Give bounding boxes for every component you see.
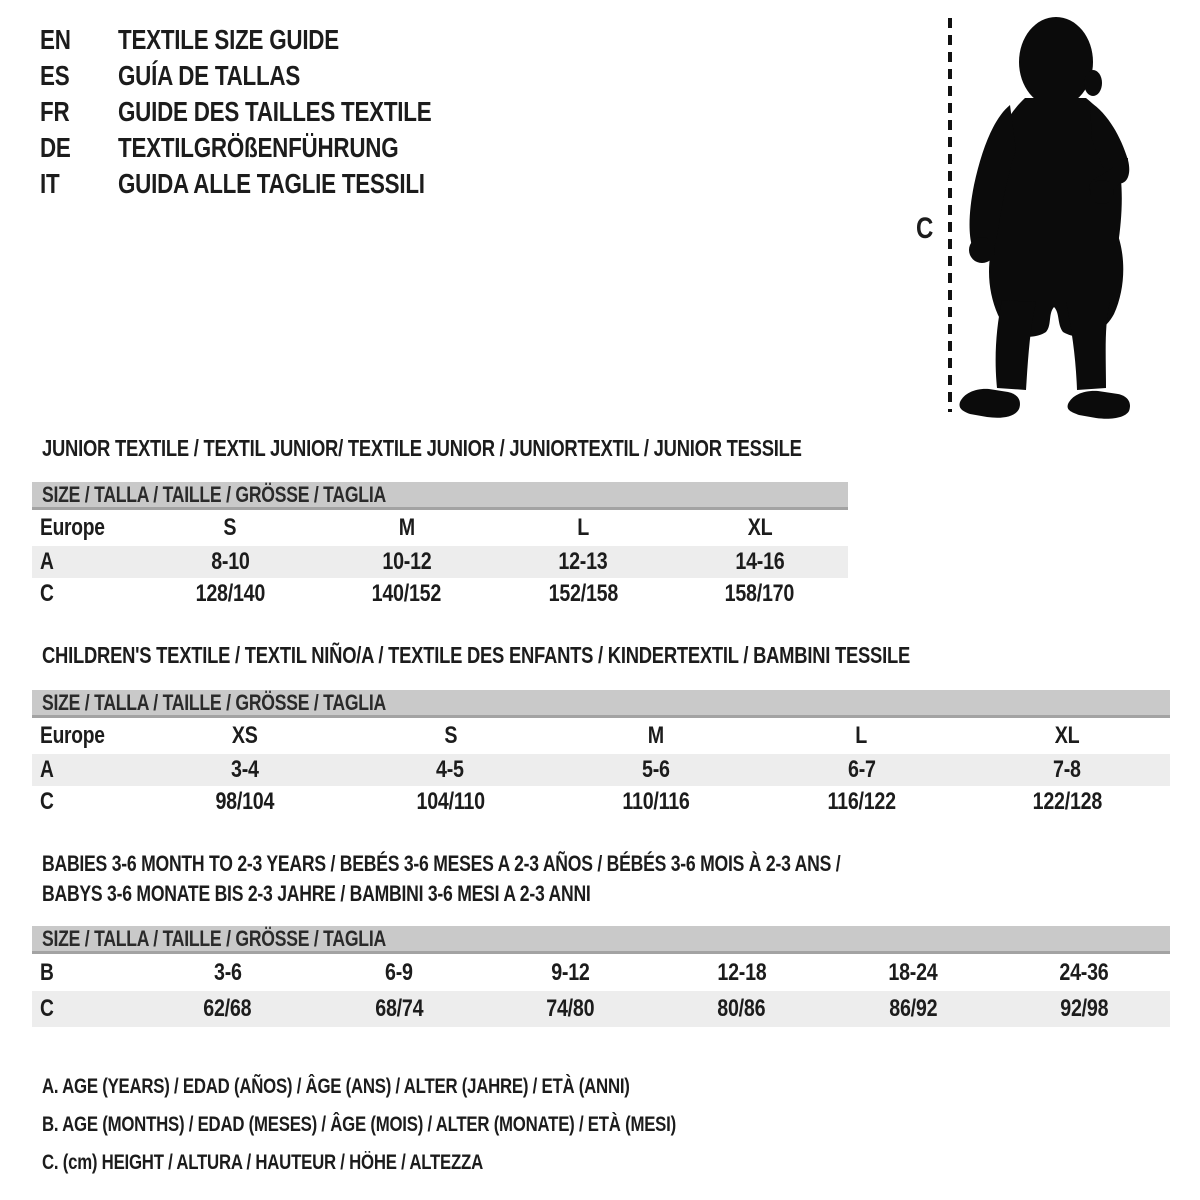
babies-size-table xyxy=(32,926,1170,1027)
table-row xyxy=(32,510,848,546)
table-cell: 122/128 xyxy=(1032,788,1102,815)
table-row xyxy=(32,718,1170,754)
section-title-junior: JUNIOR TEXTILE / TEXTIL JUNIOR/ TEXTILE JUNIOR / JUNIORTEXTIL / JUNIOR TESSILE xyxy=(42,435,802,461)
table-cell: 6-9 xyxy=(385,958,413,986)
table-cell: M xyxy=(647,722,665,749)
row-label: A xyxy=(40,548,54,575)
size-header-label: SIZE / TALLA / TAILLE / GRÖSSE / TAGLIA xyxy=(42,689,386,715)
table-cell: 12-18 xyxy=(717,958,767,986)
table-cell: XL xyxy=(747,514,773,541)
table-cell: 8-10 xyxy=(211,548,250,575)
language-code: ES xyxy=(40,60,70,91)
guide-title: GUIDE DES TAILLES TEXTILE xyxy=(118,96,432,127)
table-cell: S xyxy=(443,722,457,749)
size-header-bar xyxy=(32,482,848,510)
table-cell: 62/68 xyxy=(203,995,252,1022)
guide-title: TEXTILGRÖßENFÜHRUNG xyxy=(118,132,399,163)
guide-title: GUÍA DE TALLAS xyxy=(118,60,301,91)
table-cell: XS xyxy=(231,722,258,749)
table-cell: 92/98 xyxy=(1060,995,1109,1022)
table-cell: 110/116 xyxy=(622,788,690,815)
table-cell: 86/92 xyxy=(888,995,937,1022)
table-cell: L xyxy=(855,722,868,749)
language-title-list xyxy=(40,22,510,202)
table-cell: 98/104 xyxy=(215,788,275,815)
language-code: DE xyxy=(40,132,71,163)
table-cell: 128/140 xyxy=(195,580,265,607)
section-title-babies-line2: BABYS 3-6 MONATE BIS 2-3 JAHRE / BAMBINI 3-6 MESI A 2-3 ANNI xyxy=(42,881,591,906)
size-header-label: SIZE / TALLA / TAILLE / GRÖSSE / TAGLIA xyxy=(42,481,386,507)
table-cell: 152/158 xyxy=(548,580,618,607)
figure-measure-label: C xyxy=(916,212,934,245)
table-row xyxy=(32,991,1170,1027)
table-cell: 3-6 xyxy=(213,958,242,986)
language-row xyxy=(40,130,510,166)
row-label: B xyxy=(40,958,54,986)
table-cell: XL xyxy=(1054,722,1080,749)
section-title-babies-line1: BABIES 3-6 MONTH TO 2-3 YEARS / BEBÉS 3-6 MESES A 2-3 AÑOS / BÉBÉS 3-6 MOIS À 2-3 ANS / xyxy=(42,851,841,876)
table-cell: 9-12 xyxy=(551,958,590,986)
table-cell: 140/152 xyxy=(372,580,442,607)
table-cell: L xyxy=(577,514,590,541)
table-row xyxy=(32,754,1170,786)
row-label: C xyxy=(40,995,54,1022)
table-row xyxy=(32,578,848,610)
language-row xyxy=(40,58,510,94)
table-cell: 80/86 xyxy=(717,995,766,1022)
legend-line-a: A. AGE (YEARS) / EDAD (AÑOS) / ÂGE (ANS) / ALTER (JAHRE) / ETÀ (ANNI) xyxy=(42,1075,630,1098)
table-cell: 3-4 xyxy=(230,756,259,783)
measurement-legend xyxy=(42,1068,834,1182)
table-cell: 104/110 xyxy=(416,788,485,815)
language-code: IT xyxy=(40,168,60,199)
table-cell: 158/170 xyxy=(725,580,795,607)
language-code: EN xyxy=(40,24,71,55)
table-cell: 116/122 xyxy=(827,788,896,815)
table-row xyxy=(32,546,848,578)
baby-silhouette-shape xyxy=(959,17,1129,419)
row-label: A xyxy=(40,756,54,783)
size-header-label: SIZE / TALLA / TAILLE / GRÖSSE / TAGLIA xyxy=(42,925,386,951)
table-cell: 24-36 xyxy=(1059,958,1109,986)
children-size-table xyxy=(32,690,1170,818)
row-label: Europe xyxy=(40,514,105,541)
size-header-bar xyxy=(32,926,1170,954)
table-cell: 7-8 xyxy=(1053,756,1082,783)
row-label: C xyxy=(40,580,54,607)
table-cell: 4-5 xyxy=(436,756,465,783)
table-cell: M xyxy=(398,514,415,541)
table-cell: 12-13 xyxy=(558,548,608,575)
table-cell: 68/74 xyxy=(374,995,423,1022)
junior-size-table xyxy=(32,482,848,610)
guide-title: TEXTILE SIZE GUIDE xyxy=(118,24,339,55)
table-cell: S xyxy=(223,514,237,541)
legend-line-b: B. AGE (MONTHS) / EDAD (MESES) / ÂGE (MOIS) / ALTER (MONATE) / ETÀ (MESI) xyxy=(42,1113,676,1136)
table-row xyxy=(32,786,1170,818)
language-row xyxy=(40,22,510,58)
table-cell: 5-6 xyxy=(642,756,670,783)
language-row xyxy=(40,166,510,202)
table-cell: 18-24 xyxy=(888,958,938,986)
guide-title: GUIDA ALLE TAGLIE TESSILI xyxy=(118,168,425,199)
legend-line-c: C. (cm) HEIGHT / ALTURA / HAUTEUR / HÖHE / ALTEZZA xyxy=(42,1151,483,1174)
table-row xyxy=(32,954,1170,991)
table-cell: 74/80 xyxy=(546,995,595,1022)
table-cell: 6-7 xyxy=(847,756,876,783)
size-header-bar xyxy=(32,690,1170,718)
row-label: C xyxy=(40,788,54,815)
row-label: Europe xyxy=(40,722,105,749)
table-cell: 10-12 xyxy=(382,548,432,575)
language-code: FR xyxy=(40,96,70,127)
section-title-children: CHILDREN'S TEXTILE / TEXTIL NIÑO/A / TEXTILE DES ENFANTS / KINDERTEXTIL / BAMBINI TESSILE xyxy=(42,642,910,668)
table-cell: 14-16 xyxy=(735,548,785,575)
language-row xyxy=(40,94,510,130)
